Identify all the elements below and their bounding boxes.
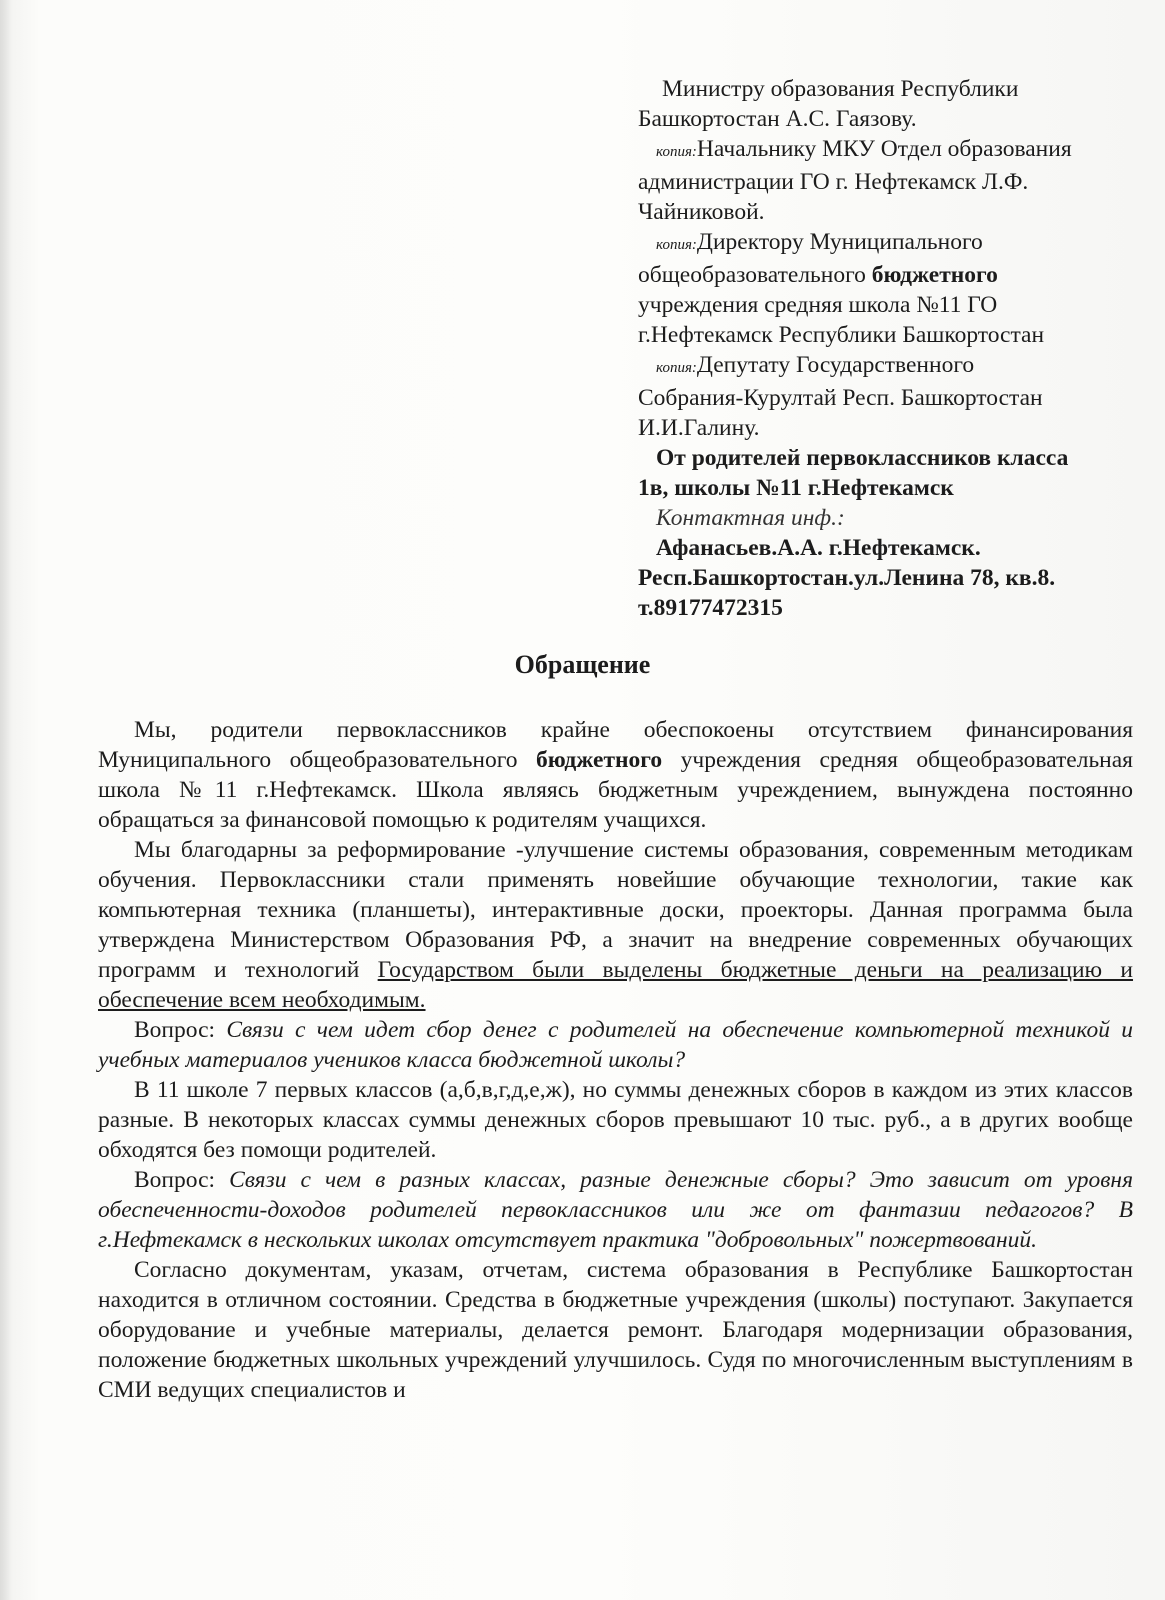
- scan-edge-shadow: [0, 0, 12, 1600]
- paragraph-3: В 11 школе 7 первых классов (а,б,в,г,д,е,ж), но суммы денежных сборов в каждом из этих классов разные. В некоторых классах суммы денежных сборов превышают 10 тыс. руб., а в других вообще обходятся без помощи родителей.: [98, 1077, 1133, 1163]
- document-body: [98, 715, 1133, 1405]
- question-1-text: Связи с чем идет сбор денег с родителей на обеспечение компьютерной техникой и учебных материалов учеников класса бюджетной школы?: [98, 1017, 1133, 1073]
- copy2-line-4: г.Нефтекамск Республики Башкортостан: [638, 322, 1045, 348]
- question-2: [98, 1165, 1133, 1255]
- addressee-minister-line-1: Министру образования Республики: [662, 76, 1019, 102]
- copy2-line-3: учреждения средняя школа №11 ГО: [638, 292, 998, 318]
- question-2-text: Связи с чем в разных классах, разные денежные сборы? Это зависит от уровня обеспеченности-доходов родителей первоклассников или же от фантазии педагогов? В г.Нефтекамск в нескольких школах отсутствует практика "добровольных" пожертвований.: [98, 1167, 1134, 1253]
- question-1: [98, 1015, 1133, 1075]
- copy3-line-2: Собрания-Курултай Респ. Башкортостан: [638, 385, 1043, 411]
- document-title: Обращение: [514, 650, 651, 679]
- copy1-line-2: администрации ГО г. Нефтекамск Л.Ф.: [638, 169, 1029, 195]
- contact-line-2: Респ.Башкортостан.ул.Ленина 78, кв.8.: [638, 565, 1056, 591]
- contact-label: Контактная инф.:: [656, 505, 845, 531]
- copy1-text: Начальнику МКУ Отдел образования: [696, 136, 1072, 162]
- paragraph-2: [98, 835, 1133, 1015]
- paragraph-1-text: Мы, родители первоклассников крайне обеспокоены отсутствием финансирования Муниципального общеобразовательного: [98, 717, 1133, 773]
- question-1-label: Вопрос:: [134, 1017, 227, 1043]
- contact-line-3: т.89177472315: [638, 595, 783, 621]
- paragraph-2-underlined: Государством были выделены бюджетные деньги на реализацию и обеспечение всем необходимым.: [98, 957, 1134, 1013]
- addressee-block: [638, 74, 1158, 623]
- copy2-line-1: [638, 227, 1158, 260]
- copy-label: копия:: [656, 360, 697, 376]
- addressee-minister-line-2: Башкортостан А.С. Гаязову.: [638, 106, 917, 132]
- copy2-text-plain: общеобразовательного: [638, 262, 872, 288]
- question-2-label: Вопрос:: [134, 1167, 230, 1193]
- copy2-line-2: [638, 260, 1158, 290]
- copy1-line-1: [638, 134, 1158, 167]
- paragraph-4: Согласно документам, указам, отчетам, система образования в Республике Башкортостан находится в отличном состоянии. Средства в бюджетные учреждения (школы) поступают. Закупается оборудование и учебные материалы, делается ремонт. Благодаря модернизации образования, положение бюджетных школьных учреждений улучшилось. Судя по многочисленным выступлениям в СМИ ведущих специалистов и: [98, 1257, 1133, 1403]
- paragraph-1-bold: бюджетного: [536, 747, 663, 773]
- copy1-line-3: Чайниковой.: [638, 199, 765, 225]
- copy2-text-bold: бюджетного: [871, 262, 998, 288]
- paragraph-1-text-end: учреждения средняя общеобразовательная школа №11 г.Нефтекамск. Школа являясь бюджетным учреждением, вынуждена постоянно обращаться за финансовой помощью к родителям учащихся.: [98, 747, 1133, 833]
- copy3-line-3: И.И.Галину.: [638, 415, 760, 441]
- from-line-1: От родителей первоклассников класса: [656, 445, 1069, 471]
- copy3-text: Депутату Государственного: [696, 352, 975, 378]
- copy-label: копия:: [656, 237, 697, 253]
- contact-line-1: Афанасьев.А.А. г.Нефтекамск.: [656, 535, 981, 561]
- paragraph-1: [98, 715, 1133, 835]
- copy-label: копия:: [656, 144, 697, 160]
- copy2-text: Директору Муниципального: [696, 229, 983, 255]
- from-line-2: 1в, школы №11 г.Нефтекамск: [638, 475, 954, 501]
- copy3-line-1: [638, 350, 1158, 383]
- paragraph-2-text: Мы благодарны за реформирование -улучшение системы образования, современным методикам обучения. Первоклассники стали применять новейшие обучающие технологии, такие как компьютерная техника (планшеты), интерактивные доски, проекторы. Данная программа была утверждена Министерством Образования РФ, а значит на внедрение современных обучающих программ и технологий: [98, 837, 1133, 983]
